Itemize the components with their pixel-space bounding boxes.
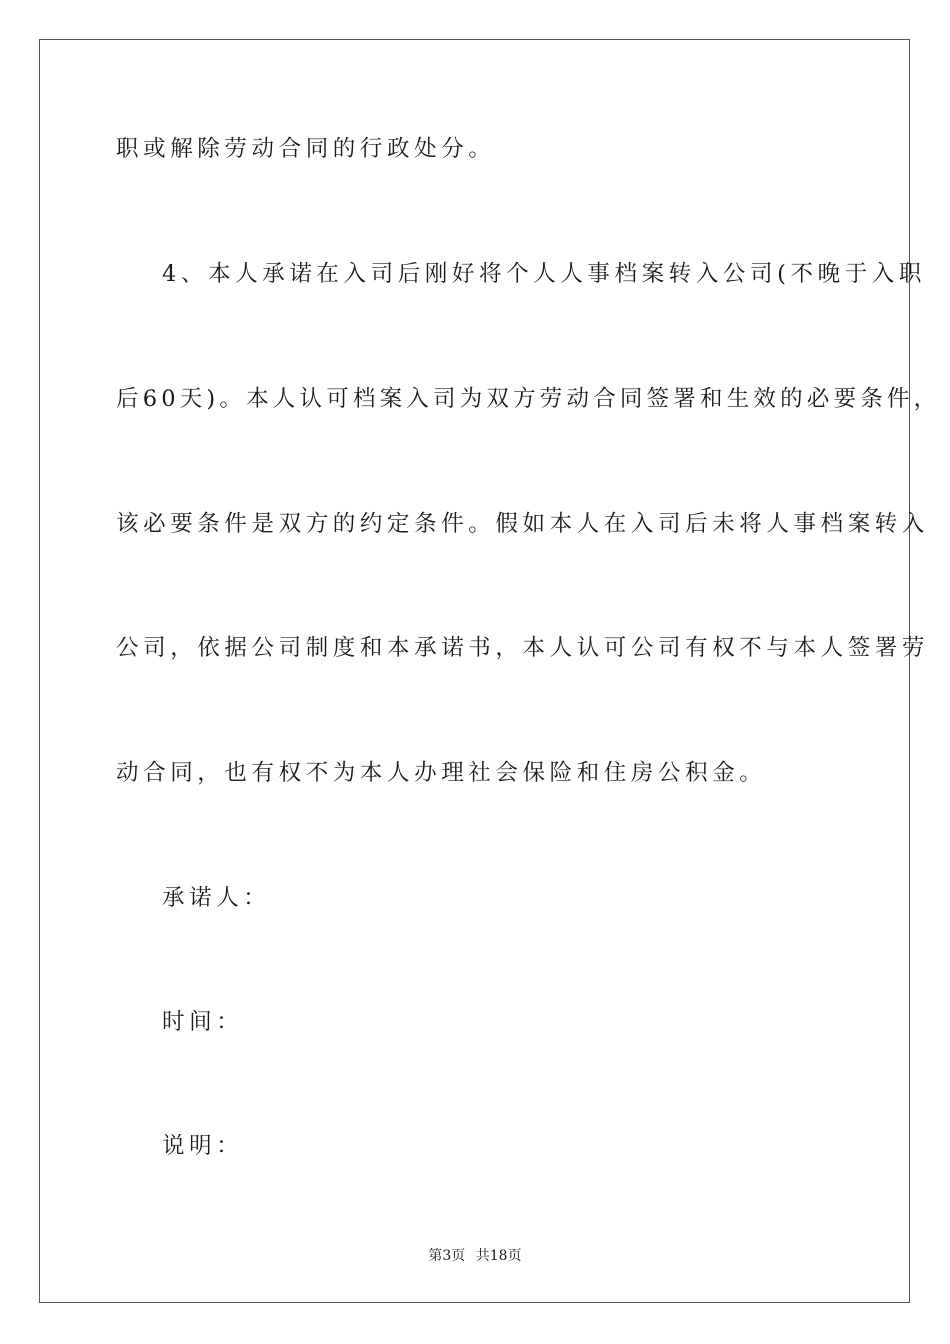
page-footer — [0, 1246, 950, 1266]
body-text-line-3: 后60天)。本人认可档案入司为双方劳动合同签署和生效的必要条件， — [116, 386, 941, 412]
body-text-line-6: 动合同，也有权不为本人办理社会保险和住房公积金。 — [116, 760, 767, 786]
body-text-line-2: 4、本人承诺在入司后刚好将个人人事档案转入公司(不晚于入职 — [162, 261, 926, 287]
body-text-line-5: 公司，依据公司制度和本承诺书，本人认可公司有权不与本人签署劳 — [116, 635, 930, 661]
body-text-line-4: 该必要条件是双方的约定条件。假如本人在入司后未将人事档案转入 — [116, 511, 930, 537]
date-label: 时间： — [162, 1009, 244, 1035]
total-pages: 共18页 — [475, 1248, 522, 1264]
page-number: 第3页 — [428, 1248, 466, 1264]
body-text-line-1: 职或解除劳动合同的行政处分。 — [116, 136, 496, 162]
note-label: 说明： — [162, 1133, 244, 1159]
signer-label: 承诺人： — [162, 885, 271, 911]
page-border — [39, 39, 910, 1303]
